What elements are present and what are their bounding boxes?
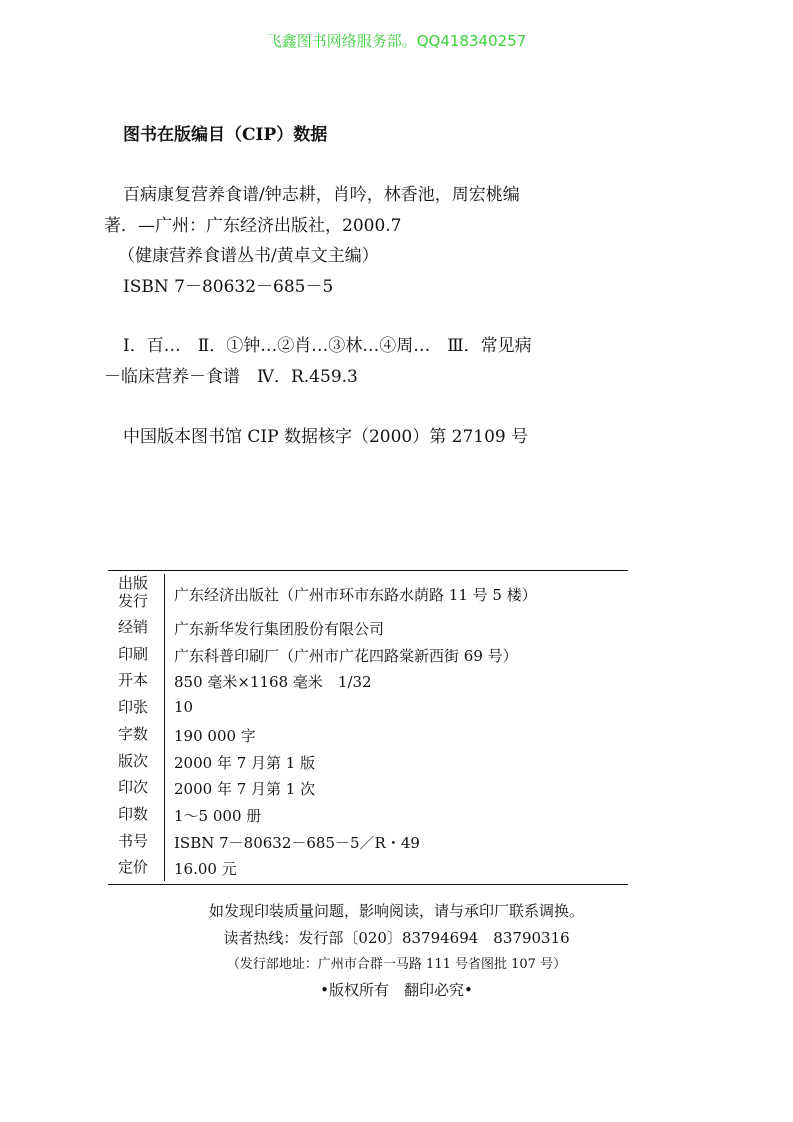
- row-value: ISBN 7－80632－685－5／R・49: [174, 833, 420, 852]
- row-value: 1～5 000 册: [174, 806, 262, 825]
- row-label: 定价: [118, 858, 149, 877]
- row-label: 开本: [118, 671, 149, 690]
- row-value: 广东经济出版社（广州市环市东路水荫路 11 号 5 楼）: [174, 586, 537, 604]
- row-label: 经销: [118, 618, 149, 636]
- table-top-rule: [108, 570, 628, 571]
- row-label: 印张: [118, 698, 149, 717]
- subject-line: Ⅰ．百… Ⅱ．①钟…②肖…③林…④周… Ⅲ．常见病: [123, 336, 532, 356]
- subject-line: －临床营养－食谱 Ⅳ．R.459.3: [104, 367, 358, 387]
- table-bottom-rule: [108, 884, 628, 885]
- row-value: 广东新华发行集团股份有限公司: [174, 620, 385, 638]
- cip-line: （健康营养食谱丛书/黄卓文主编）: [118, 246, 379, 266]
- row-value: 10: [174, 698, 194, 717]
- cip-line: 百病康复营养食谱/钟志耕，肖吟，林香池，周宏桃编: [123, 185, 520, 205]
- publication-info-table: [108, 570, 628, 885]
- cip-heading: 图书在版编目（CIP）数据: [123, 125, 328, 145]
- row-label: 书号: [118, 831, 149, 850]
- row-value: 2000 年 7 月第 1 版: [174, 753, 316, 772]
- row-label: 出版 发行: [118, 574, 149, 610]
- row-value: 850 毫米×1168 毫米 1/32: [174, 673, 372, 692]
- cip-line: ISBN 7－80632－685－5: [123, 277, 334, 297]
- cip-line: 著．—广州：广东经济出版社，2000.7: [104, 216, 402, 236]
- row-value: 2000 年 7 月第 1 次: [174, 780, 316, 799]
- cip-number: 中国版本图书馆 CIP 数据核字（2000）第 27109 号: [123, 427, 529, 447]
- row-value: 190 000 字: [174, 726, 256, 745]
- footer-line: （发行部地址：广州市合群一马路 111 号省图批 107 号）: [226, 957, 567, 972]
- footer-line: •版权所有 翻印必究•: [320, 981, 473, 999]
- row-label: 印刷: [118, 644, 149, 663]
- row-label: 版次: [118, 751, 149, 770]
- footer-line: 如发现印装质量问题，影响阅读，请与承印厂联系调换。: [208, 902, 584, 920]
- row-value: 广东科普印刷厂（广州市广花四路棠新西街 69 号）: [174, 646, 518, 665]
- footer-line: 读者热线：发行部〔020〕83794694 83790316: [223, 929, 570, 947]
- watermark: 飞鑫图书网络服务部。QQ418340257: [266, 32, 527, 50]
- table-column-rule: [164, 574, 165, 881]
- row-label: 印数: [118, 804, 149, 823]
- row-value: 16.00 元: [174, 860, 237, 879]
- row-label: 字数: [118, 724, 149, 743]
- row-label: 印次: [118, 778, 149, 797]
